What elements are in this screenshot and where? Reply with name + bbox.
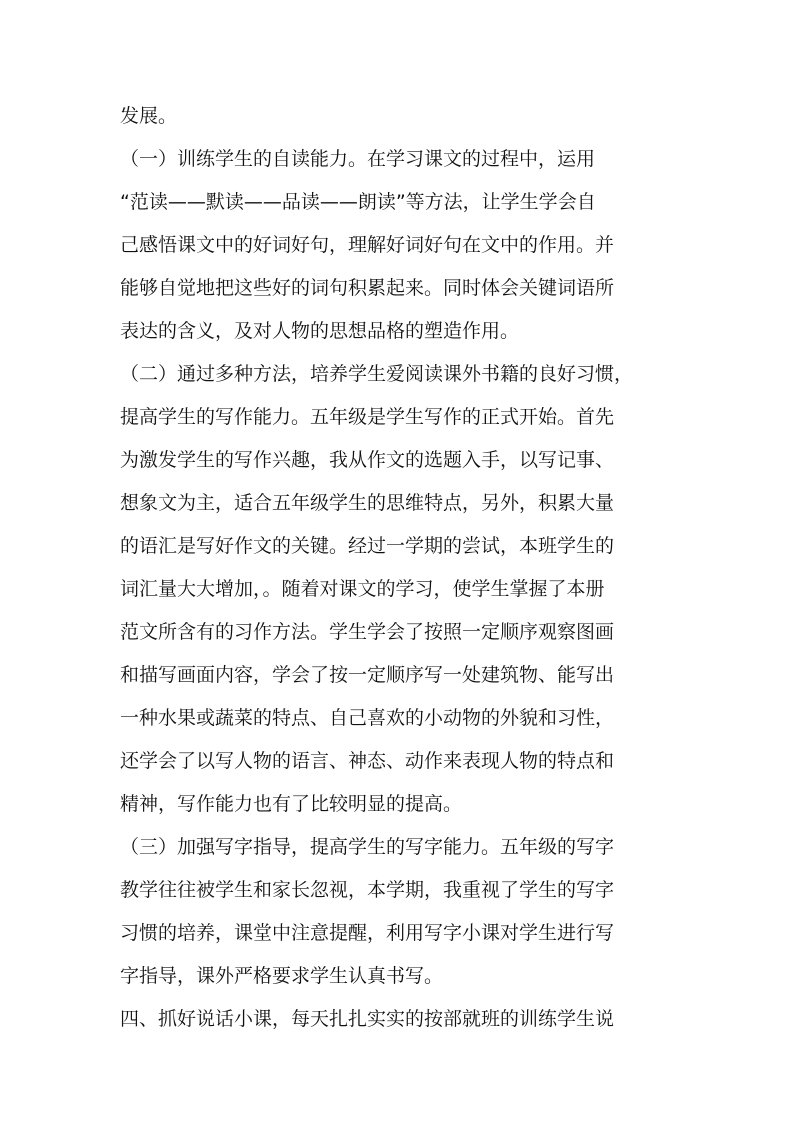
text-line: 一种水果或蔬菜的特点、自己喜欢的小动物的外貌和习性， xyxy=(120,707,615,729)
text-line: 为激发学生的写作兴趣，我从作文的选题入手，以写记事、 xyxy=(120,449,615,471)
text-line: 和描写画面内容，学会了按一定顺序写一处建筑物、能写出 xyxy=(120,664,615,686)
text-line: “范读——默读——品读——朗读”等方法，让学生学会自 xyxy=(120,191,596,213)
text-line: （二）通过多种方法，培养学生爱阅读课外书籍的良好习惯， xyxy=(120,363,634,385)
text-line: 范文所含有的习作方法。学生学会了按照一定顺序观察图画 xyxy=(120,621,615,643)
text-line: 提高学生的写作能力。五年级是学生写作的正式开始。首先 xyxy=(120,406,615,428)
text-line: （三）加强写字指导，提高学生的写字能力。五年级的写字 xyxy=(120,836,615,858)
text-line: 四、抓好说话小课，每天扎扎实实的按部就班的训练学生说 xyxy=(120,1008,615,1030)
text-line: 想象文为主，适合五年级学生的思维特点，另外，积累大量 xyxy=(120,492,615,514)
text-line: 还学会了以写人物的语言、神态、动作来表现人物的特点和 xyxy=(120,750,615,772)
text-line: 表达的含义，及对人物的思想品格的塑造作用。 xyxy=(120,320,520,342)
text-line: 字指导，课外严格要求学生认真书写。 xyxy=(120,965,444,987)
text-line: 能够自觉地把这些好的词句积累起来。同时体会关键词语所 xyxy=(120,277,615,299)
text-line: 词汇量大大增加，。随着对课文的学习，使学生掌握了本册 xyxy=(120,578,605,600)
text-line: 的语汇是写好作文的关键。经过一学期的尝试，本班学生的 xyxy=(120,535,615,557)
text-line: 发展。 xyxy=(120,105,178,127)
text-line: 精神，写作能力也有了比较明显的提高。 xyxy=(120,793,463,815)
text-line: （一）训练学生的自读能力。在学习课文的过程中，运用 xyxy=(120,148,596,170)
text-line: 己感悟课文中的好词好句，理解好词好句在文中的作用。并 xyxy=(120,234,615,256)
text-line: 习惯的培养，课堂中注意提醒，利用写字小课对学生进行写 xyxy=(120,922,615,944)
text-line: 教学往往被学生和家长忽视，本学期，我重视了学生的写字 xyxy=(120,879,615,901)
